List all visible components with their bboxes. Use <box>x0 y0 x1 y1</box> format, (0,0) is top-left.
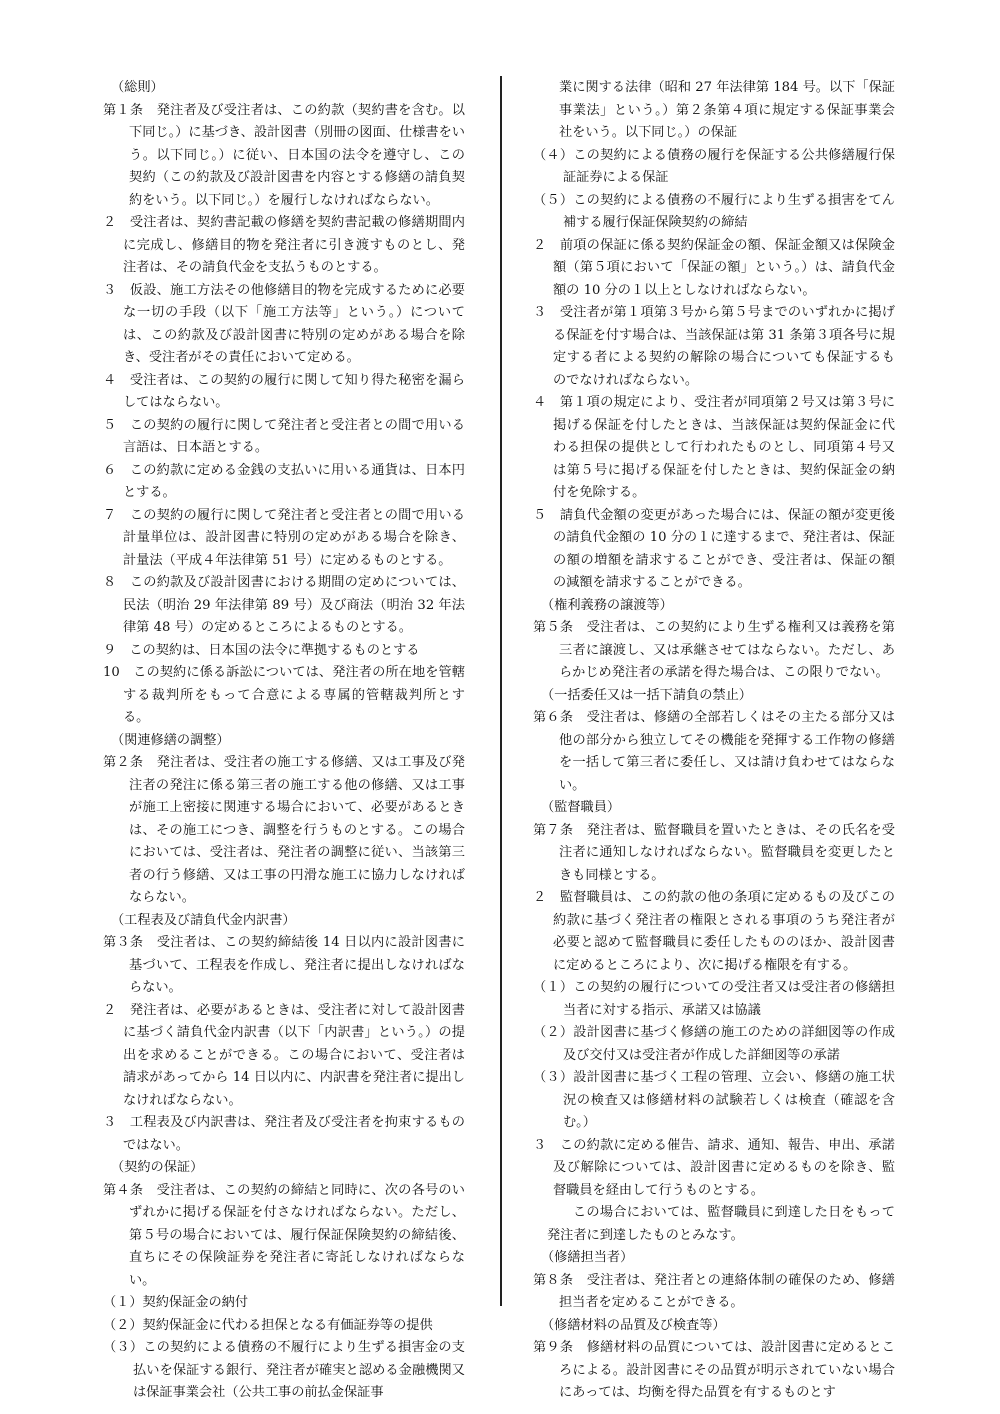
clause-paragraph: 第３条 受注者は、この契約締結後 14 日以内に設計図書に基づいて、工程表を作成し、発注者に提出しなければならない。 <box>103 935 465 995</box>
clause-paragraph: 第１条 発注者及び受注者は、この約款（契約書を含む。以下同じ。）に基づき、設計図書（別冊の図面、仕様書をいう。以下同じ。）に従い、日本国の法令を遵守し、この契約（この約款及び設計図書を内容とする修繕の請負契約をいう。以下同じ。）を履行しなければならない。 <box>103 102 465 208</box>
clause-paragraph: ４ 第１項の規定により、受注者が同項第２号又は第３号に掲げる保証を付したときは、当該保証は契約保証金に代わる担保の提供として行われたものとし、同項第４号又は第５号に掲げる保証を付したときは、契約保証金の納付を免除する。 <box>533 395 895 500</box>
clause-paragraph: （３）この契約による債務の不履行により生ずる損害金の支払いを保証する銀行、発注者が確実と認める金融機関又は保証事業会社（公共工事の前払金保証事 <box>103 1340 465 1400</box>
clause-paragraph: ７ この契約の履行に関して発注者と受注者との間で用いる計量単位は、設計図書に特別の定めがある場合を除き、計量法（平成４年法律第 51 号）に定めるものとする。 <box>103 507 465 568</box>
clause-paragraph: （１）契約保証金の納付 <box>103 1295 249 1310</box>
section-heading: （修繕材料の品質及び検査等） <box>541 1317 726 1333</box>
section-heading: （関連修繕の調整） <box>111 732 230 748</box>
section-heading: （権利義務の譲渡等） <box>541 597 673 613</box>
clause-paragraph: ２ 前項の保証に係る契約保証金の額、保証金額又は保険金額（第５項において「保証の額」という。）は、請負代金額の 10 分の１以上としなければならない。 <box>533 237 895 298</box>
clause-paragraph: ２ 発注者は、必要があるときは、受注者に対して設計図書に基づく請負代金内訳書（以下「内訳書」という。）の提出を求めることができる。この場合において、受注者は請求があってから 14 日以内に、内訳書を発注者に提出しなければならない。 <box>103 1002 465 1108</box>
clause-paragraph: ３ 受注者が第１項第３号から第５号までのいずれかに掲げる保証を付す場合は、当該保証は第 31 条第３項各号に規定する者による契約の解除の場合についても保証するものでなければならない。 <box>533 305 895 388</box>
clause-paragraph: 10 この契約に係る訴訟については、発注者の所在地を管轄する裁判所をもって合意による専属的管轄裁判所とする。 <box>103 665 465 725</box>
clause-paragraph: ２ 監督職員は、この約款の他の条項に定めるもの及びこの約款に基づく発注者の権限とされる事項のうち発注者が必要と認めて監督職員に委任したもののほか、設計図書に定めるところにより、次に掲げる権限を有する。 <box>533 890 895 973</box>
section-heading: （修繕担当者） <box>541 1250 634 1265</box>
clause-paragraph: 第４条 受注者は、この契約の締結と同時に、次の各号のいずれかに掲げる保証を付さなければならない。ただし、第５号の場合においては、履行保証保険契約の締結後、直ちにその保険証券を発注者に寄託しなければならない。 <box>103 1182 465 1288</box>
section-heading: （監督職員） <box>541 800 621 815</box>
clause-paragraph: （５）この契約による債務の不履行により生ずる損害をてん補する履行保証保険契約の締結 <box>533 192 895 230</box>
clause-paragraph: ３ 仮設、施工方法その他修繕目的物を完成するために必要な一切の手段（以下「施工方法等」という。）については、この約款及び設計図書に特別の定めがある場合を除き、受注者がその責任において定める。 <box>103 282 465 365</box>
clause-paragraph: 第２条 発注者は、受注者の施工する修繕、又は工事及び発注者の発注に係る第三者の施工する他の修繕、又は工事が施工上密接に関連する場合において、必要があるときは、その施工につき、調整を行うものとする。この場合においては、受注者は、発注者の調整に従い、当該第三者の行う修繕、又は工事の円滑な施工に協力しなければならない。 <box>103 755 465 905</box>
clause-paragraph: （４）この契約による債務の履行を保証する公共修繕履行保証証券による保証 <box>533 147 895 185</box>
clause-paragraph: 第７条 発注者は、監督職員を置いたときは、その氏名を受注者に通知しなければならない。監督職員を変更したときも同様とする。 <box>533 822 895 883</box>
clause-paragraph: ３ 工程表及び内訳書は、発注者及び受注者を拘束するものではない。 <box>103 1115 465 1153</box>
clause-paragraph: この場合においては、監督職員に到達した日をもって発注者に到達したものとみなす。 <box>547 1205 895 1243</box>
clause-paragraph: （３）設計図書に基づく工程の管理、立会い、修繕の施工状況の検査又は修繕材料の試験若しくは検査（確認を含む。） <box>533 1070 895 1130</box>
section-heading: （総則） <box>111 80 164 95</box>
section-heading: （契約の保証） <box>111 1160 204 1175</box>
clause-paragraph: ３ この約款に定める催告、請求、通知、報告、申出、承諾及び解除については、設計図書に定めるものを除き、監督職員を経由して行うものとする。 <box>533 1137 895 1198</box>
clause-paragraph: ６ この約款に定める金銭の支払いに用いる通貨は、日本円とする。 <box>103 462 465 500</box>
clause-paragraph: ５ 請負代金額の変更があった場合には、保証の額が変更後の請負代金額の 10 分の１に達するまで、発注者は、保証の額の増額を請求することができ、受注者は、保証の額の減額を請求することができる。 <box>533 507 895 590</box>
clause-paragraph: ４ 受注者は、この契約の履行に関して知り得た秘密を漏らしてはならない。 <box>103 372 465 410</box>
clause-paragraph: （２）設計図書に基づく修繕の施工のための詳細図等の作成及び交付又は受注者が作成した詳細図等の承諾 <box>533 1025 895 1063</box>
clause-paragraph: 業に関する法律（昭和 27 年法律第 184 号。以下「保証事業法」という。）第２条第４項に規定する保証事業会社をいう。以下同じ。）の保証 <box>559 80 895 140</box>
section-heading: （一括委任又は一括下請負の禁止） <box>541 687 752 703</box>
clause-paragraph: ５ この契約の履行に関して発注者と受注者との間で用いる言語は、日本語とする。 <box>103 417 465 455</box>
left-column <box>103 77 465 1405</box>
clause-paragraph: （１）この契約の履行についての受注者又は受注者の修繕担当者に対する指示、承諾又は協議 <box>533 980 895 1018</box>
clause-paragraph: ２ 受注者は、契約書記載の修繕を契約書記載の修繕期間内に完成し、修繕目的物を発注者に引き渡すものとし、発注者は、その請負代金を支払うものとする。 <box>103 215 465 275</box>
column-divider <box>500 76 502 1306</box>
clause-paragraph: 第６条 受注者は、修繕の全部若しくはその主たる部分又は他の部分から独立してその機能を発揮する工作物の修繕を一括して第三者に委任し、又は請け負わせてはならない。 <box>533 710 895 793</box>
clause-paragraph: ８ この約款及び設計図書における期間の定めについては、民法（明治 29 年法律第 89 号）及び商法（明治 32 年法律第 48 号）の定めるところによるものとする。 <box>103 575 465 635</box>
clause-paragraph: 第５条 受注者は、この契約により生ずる権利又は義務を第三者に譲渡し、又は承継させてはならない。ただし、あらかじめ発注者の承諾を得た場合は、この限りでない。 <box>533 620 895 680</box>
section-heading: （工程表及び請負代金内訳書） <box>111 912 296 928</box>
clause-paragraph: 第８条 受注者は、発注者との連絡体制の確保のため、修繕担当者を定めることができる。 <box>533 1272 895 1310</box>
clause-paragraph: 第９条 修繕材料の品質については、設計図書に定めるところによる。設計図書にその品質が明示されていない場合にあっては、均衡を得た品質を有するものとす <box>533 1340 895 1400</box>
clause-paragraph: ９ この契約は、日本国の法令に準拠するものとする <box>103 642 420 658</box>
right-column <box>533 77 895 1405</box>
clause-paragraph: （２）契約保証金に代わる担保となる有価証券等の提供 <box>103 1317 433 1333</box>
